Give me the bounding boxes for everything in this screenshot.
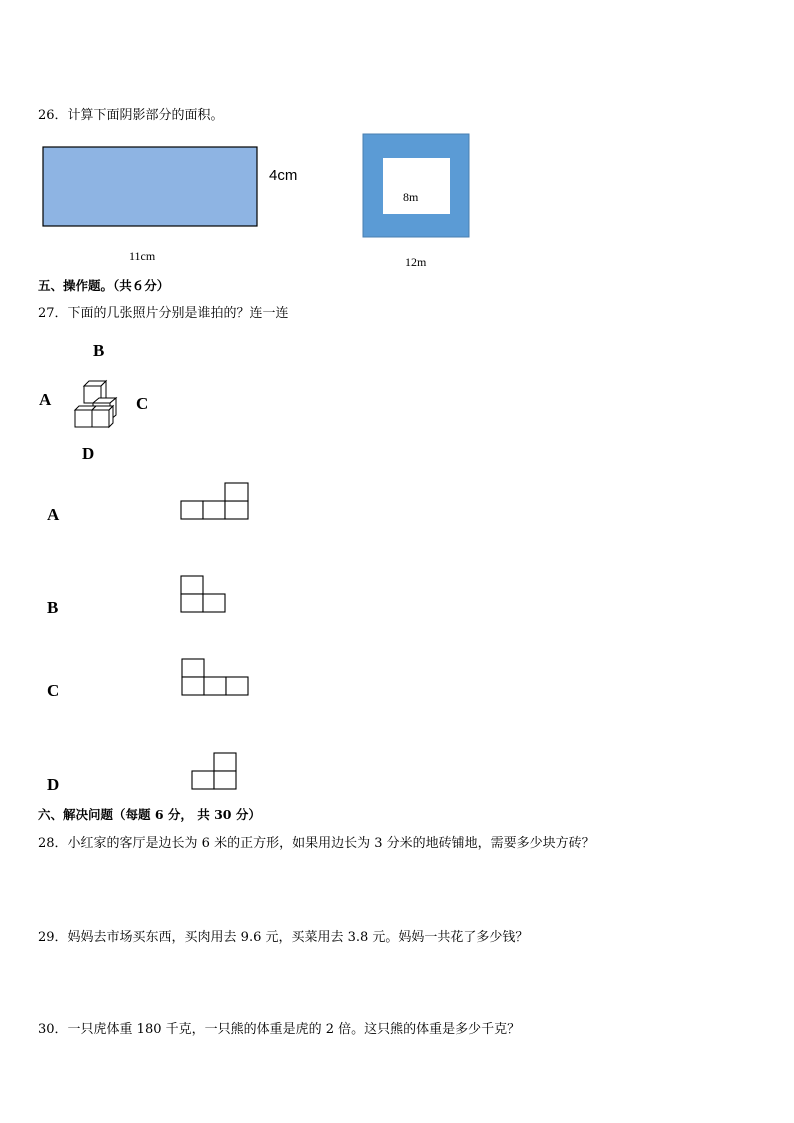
rect-width-label: 11cm [129, 249, 156, 263]
rect-height-label: 4cm [269, 167, 298, 184]
question-27-text: 27．下面的几张照片分别是谁拍的？连一连 [38, 306, 289, 321]
question-26-text: 26．计算下面阴影部分的面积。 [38, 108, 224, 123]
direction-label-top: B [93, 341, 105, 360]
view-d-shape [192, 753, 236, 789]
section-6-title: 六、解决问题（每题 6 分， 共 30 分） [38, 807, 261, 822]
inner-square-label: 8m [403, 190, 419, 204]
direction-label-right: C [136, 394, 149, 413]
direction-label-left: A [39, 390, 52, 409]
question-29-text: 29．妈妈去市场买东西，买肉用去 9.6 元，买菜用去 3.8 元。妈妈一共花了多少钱？ [38, 930, 529, 945]
view-label-a: A [47, 505, 60, 524]
outer-square-label: 12m [405, 255, 427, 269]
view-label-c: C [47, 681, 60, 700]
direction-label-bottom: D [82, 444, 95, 463]
question-28-text: 28．小红家的客厅是边长为 6 米的正方形，如果用边长为 3 分米的地砖铺地，需要多少块方砖？ [38, 836, 595, 851]
question-30-text: 30．一只虎体重 180 千克，一只熊的体重是虎的 2 倍。这只熊的体重是多少千克？ [38, 1022, 521, 1037]
view-label-d: D [47, 775, 60, 794]
view-c-shape [182, 659, 248, 695]
view-b-shape [181, 576, 225, 612]
view-a-shape [181, 483, 248, 519]
section-5-title: 五、操作题。（共６分） [38, 278, 170, 293]
view-label-b: B [47, 598, 59, 617]
